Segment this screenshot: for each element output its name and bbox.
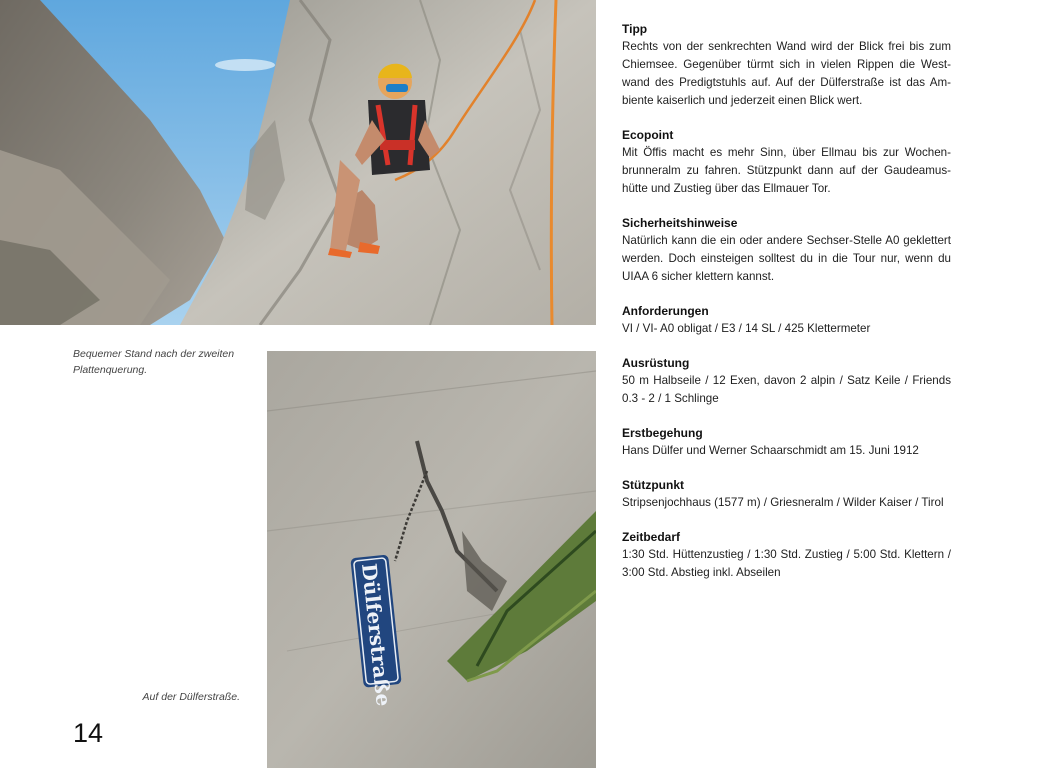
section-heading: Erstbegehung [622, 426, 703, 440]
climber-photo [0, 0, 596, 325]
section-heading: Anforderungen [622, 304, 709, 318]
section-body: Rechts von der senkrechten Wand wird der Blick frei bis zum Chiemsee. Gegenüber türmt sich in vielen Rippen die Westwand des Predigtstuhls auf. Auf der Dülferstraße ist das Ambiente kaiserlich und jederzeit einen Blick wert. [622, 40, 951, 107]
section-body: 50 m Halbseile / 12 Exen, davon 2 alpin / Satz Keile / Friends 0.3 - 2 / 1 Schlinge [622, 374, 951, 405]
section-ecopoint [622, 126, 951, 198]
section-zeitbedarf [622, 528, 951, 582]
section-body: Hans Dülfer und Werner Schaarschmidt am 15. Juni 1912 [622, 444, 919, 457]
section-sicherheitshinweise [622, 214, 951, 286]
section-heading: Ecopoint [622, 128, 674, 142]
section-stuetzpunkt [622, 476, 951, 512]
section-body: 1:30 Std. Hüttenzustieg / 1:30 Std. Zustieg / 5:00 Std. Klettern / 3:00 Std. Abstieg inkl. Abseilen [622, 548, 951, 579]
section-body: Mit Öffis macht es mehr Sinn, über Ellmau bis zur Wochenbrunneralm zu fahren. Stützpunkt dann auf der Gaudeamushütte und Zustieg über das Ellmauer Tor. [622, 146, 951, 195]
section-heading: Sicherheitshinweise [622, 216, 738, 230]
section-body: Natürlich kann die ein oder andere Sechser-Stelle A0 geklettert werden. Doch einsteigen solltest du in die Tour nur, wenn du UIAA 6 sicher klettern kannst. [622, 234, 951, 283]
dulferstrasse-sign-photo [267, 351, 596, 768]
section-tipp [622, 20, 951, 110]
section-anforderungen [622, 302, 951, 338]
section-heading: Zeitbedarf [622, 530, 681, 544]
section-heading: Stützpunkt [622, 478, 684, 492]
section-heading: Ausrüstung [622, 356, 690, 370]
section-heading: Tipp [622, 22, 648, 36]
section-body: VI / VI- A0 obligat / E3 / 14 SL / 425 Klettermeter [622, 322, 871, 335]
page-number: 14 [73, 718, 104, 748]
sign-text: Dülferstraße [357, 562, 396, 708]
photo-caption-dulferstrasse: Auf der Dülferstraße. [142, 691, 240, 703]
section-erstbegehung [622, 424, 951, 460]
info-column [622, 20, 951, 598]
photo-caption-stand: Bequemer Stand nach der zweiten Plattenquerung. [73, 348, 235, 376]
section-ausruestung [622, 354, 951, 408]
section-body: Stripsenjochhaus (1577 m) / Griesneralm / Wilder Kaiser / Tirol [622, 496, 944, 509]
